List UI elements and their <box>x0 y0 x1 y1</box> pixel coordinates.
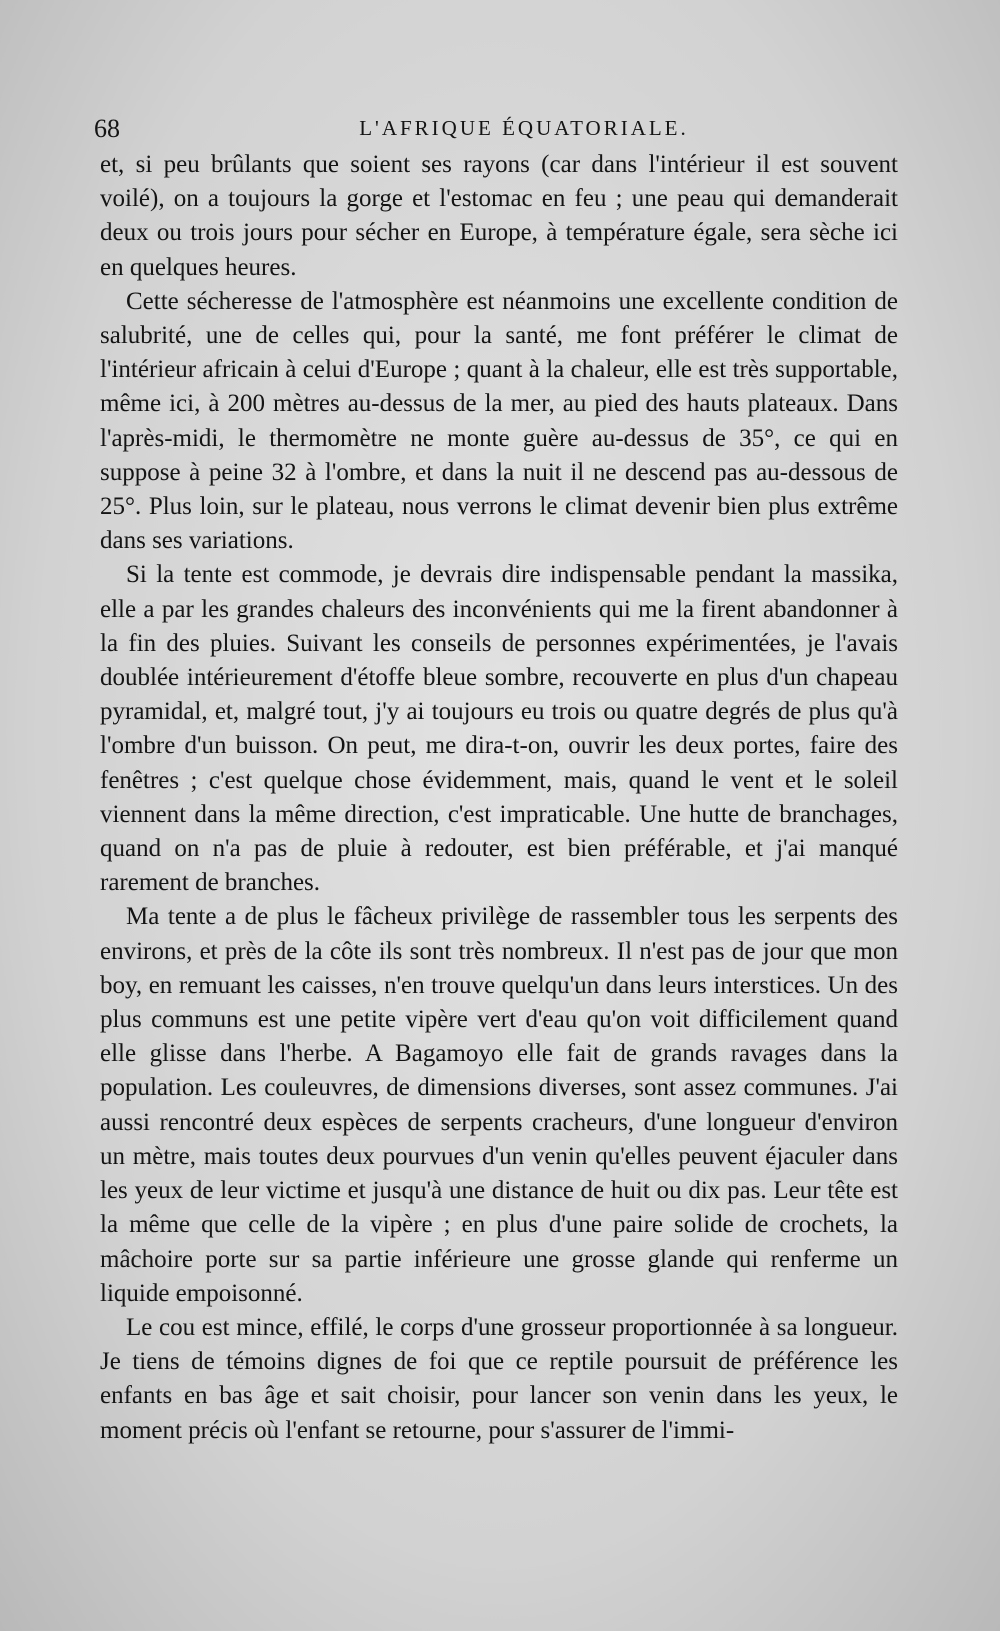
paragraph: Cette sécheresse de l'atmosphère est néanmoins une excellente condition de salubrité, une de celles qui, pour la santé, me font préférer le climat de l'intérieur africain à celui d'Europe ; quant à la chaleur, elle est très supportable, même ici, à 200 mètres au-dessus de la mer, au pied des hauts plateaux. Dans l'après-midi, le thermomètre ne monte guère au-dessus de 35°, ce qui en suppose à peine 32 à l'ombre, et dans la nuit il ne descend pas au-dessous de 25°. Plus loin, sur le plateau, nous verrons le climat devenir bien plus extrême dans ses variations. <box>100 287 898 555</box>
paragraph: Ma tente a de plus le fâcheux privilège de rassembler tous les serpents des environs, et près de la côte ils sont très nombreux. Il n'est pas de jour que mon boy, en remuant les caisses, n'en trouve quelqu'un dans leurs interstices. Un des plus communs est une petite vipère vert d'eau qu'on voit difficilement quand elle glisse dans l'herbe. A Bagamoyo elle fait de grands ravages dans la population. Les couleuvres, de dimensions diverses, sont assez communes. J'ai aussi rencontré deux espèces de serpents cracheurs, d'une longueur d'environ un mètre, mais toutes deux pourvues d'un venin qu'elles peuvent éjaculer dans les yeux de leur victime et jusqu'à une distance de huit ou dix pas. Leur tête est la même que celle de la vipère ; en plus d'une paire solide de crochets, la mâchoire porte sur sa partie inférieure une grosse glande qui renferme un liquide empoisonné. <box>100 903 898 1307</box>
paragraph: Si la tente est commode, je devrais dire indispensable pendant la massika, elle a par les grandes chaleurs des inconvénients qui me la firent abandonner à la fin des pluies. Suivant les conseils de personnes expérimentées, je l'avais doublée intérieurement d'étoffe bleue sombre, recouverte en plus d'un chapeau pyramidal, et, malgré tout, j'y ai toujours eu trois ou quatre degrés de plus qu'à l'ombre d'un buisson. On peut, me dira-t-on, ouvrir les deux portes, faire des fenêtres ; c'est quelque chose évidemment, mais, quand le vent et le soleil viennent dans la même direction, c'est impraticable. Une hutte de branchages, quand on n'a pas de pluie à redouter, est bien préférable, et j'ai manqué rarement de branches. <box>100 561 898 897</box>
paragraph: Le cou est mince, effilé, le corps d'une grosseur proportionnée à sa longueur. Je tiens de témoins dignes de foi que ce reptile poursuit de préférence les enfants en bas âge et sait choisir, pour lancer son venin dans les yeux, le moment précis où l'enfant se retourne, pour s'assurer de l'immi- <box>100 1313 898 1444</box>
page-number: 68 <box>94 114 120 143</box>
body-text <box>100 148 898 1448</box>
running-title: L'AFRIQUE ÉQUATORIALE. <box>359 116 689 140</box>
page-header <box>94 114 894 148</box>
paragraph: et, si peu brûlants que soient ses rayons (car dans l'intérieur il est souvent voilé), on a toujours la gorge et l'estomac en feu ; une peau qui demanderait deux ou trois jours pour sécher en Europe, à température égale, sera sèche ici en quelques heures. <box>100 151 898 281</box>
